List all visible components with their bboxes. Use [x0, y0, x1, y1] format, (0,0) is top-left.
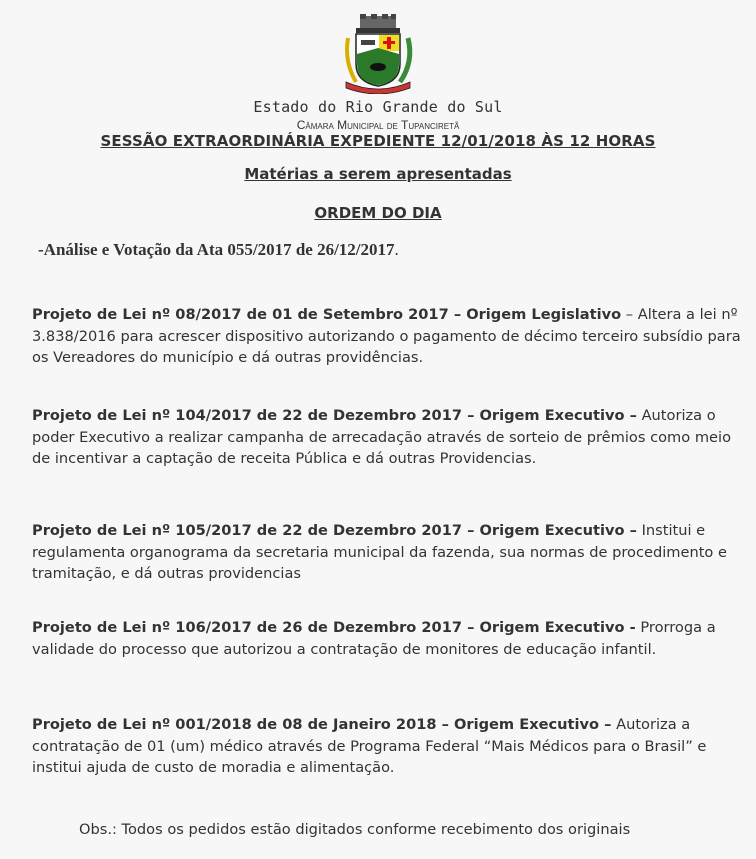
bill-title: Projeto de Lei nº 105/2017 de 22 de Dezembro 2017 – Origem Executivo – — [32, 522, 637, 539]
bill-title: Projeto de Lei nº 106/2017 de 26 de Dezembro 2017 – Origem Executivo - — [32, 619, 636, 636]
bill-title: Projeto de Lei nº 08/2017 de 01 de Setembro 2017 – Origem Legislativo — [32, 306, 622, 323]
bill-description: Institui e regulamenta organograma da secretaria municipal da fazenda, sua normas de procedimento e tramitação, e dá outras providencias — [32, 522, 727, 582]
camara-name: Câmara Municipal de Tupanciretã — [296, 118, 460, 132]
bill-description: Autoriza a contratação de 01 (um) médico através de Programa Federal “Mais Médicos para o Brasil” e institui ajuda de custo de moradia e alimentação. — [32, 716, 707, 776]
state-name: Estado do Rio Grande do Sul — [253, 98, 503, 116]
bill-title: Projeto de Lei nº 104/2017 de 22 de Dezembro 2017 – Origem Executivo – — [32, 407, 637, 424]
ata-period: . — [394, 240, 399, 259]
bill-item — [32, 520, 732, 585]
materias-heading: Matérias a serem apresentadas — [244, 165, 512, 183]
bill-description: – Altera a lei nº 3.838/2016 para acrescer dispositivo autorizando o pagamento de décimo terceiro subsídio para os Vereadores do município e dá outras providências. — [32, 306, 741, 366]
bill-item — [32, 304, 750, 369]
session-title: SESSÃO EXTRAORDINÁRIA EXPEDIENTE 12/01/2018 ÀS 12 HORAS — [100, 132, 656, 150]
observation-note: Obs.: Todos os pedidos estão digitados conforme recebimento dos originais — [79, 821, 631, 838]
bill-item — [32, 405, 732, 470]
ata-item — [38, 240, 399, 260]
bill-item — [32, 617, 732, 660]
bill-description: Autoriza o poder Executivo a realizar campanha de arrecadação através de sorteio de prêmios como meio de incentivar a captação de receita Pública e dá outras Providencias. — [32, 407, 732, 467]
ordem-do-dia-heading: ORDEM DO DIA — [314, 204, 442, 222]
coat-of-arms-icon — [338, 12, 418, 94]
bill-title: Projeto de Lei nº 001/2018 de 08 de Janeiro 2018 – Origem Executivo – — [32, 716, 612, 733]
bill-item — [32, 714, 742, 779]
bill-description: Prorroga a validade do processo que autorizou a contratação de monitores de educação infantil. — [32, 619, 716, 658]
ata-text: -Análise e Votação da Ata 055/2017 de 26/12/2017 — [38, 240, 395, 259]
